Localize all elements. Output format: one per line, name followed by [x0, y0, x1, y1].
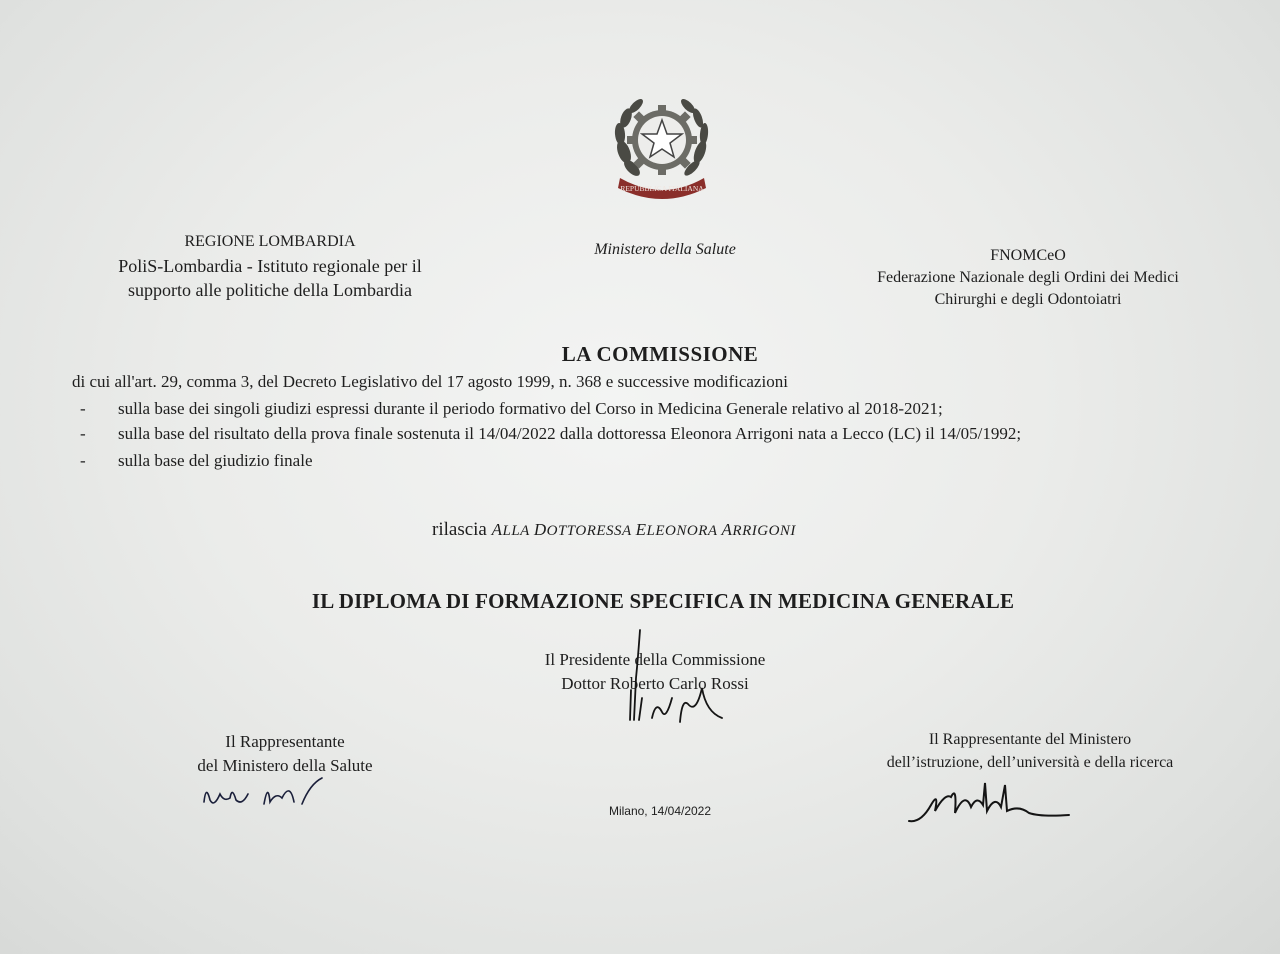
bullet-text: sulla base del giudizio finale: [118, 451, 313, 470]
rep-left-line2: del Ministero della Salute: [197, 756, 373, 775]
commission-intro: di cui all'art. 29, comma 3, del Decreto Legislativo del 17 agosto 1999, n. 368 e successive modificazioni: [72, 372, 788, 391]
recipient-name: ALLA DOTTORESSA ELEONORA ARRIGONI: [491, 520, 796, 539]
president-name: Dottor Roberto Carlo Rossi: [561, 674, 749, 693]
header-regione-lombardia: [70, 230, 470, 302]
bullet-dash: -: [80, 399, 86, 418]
ministry-health-signature-icon: [198, 772, 338, 812]
polis-lombardia-line2: supporto alle politiche della Lombardia: [128, 280, 412, 300]
commission-title: LA COMMISSIONE: [561, 342, 759, 366]
fnomceo-line2: Chirurghi e degli Odontoiatri: [934, 291, 1122, 308]
president-role: Il Presidente della Commissione: [544, 650, 766, 669]
bullet-dash: -: [80, 424, 86, 443]
regione-lombardia-title: REGIONE LOMBARDIA: [184, 233, 356, 250]
header-fnomceo: [840, 245, 1216, 311]
commission-bullet: [80, 424, 1021, 444]
svg-text:REPUBBLICA ITALIANA: REPUBBLICA ITALIANA: [620, 184, 704, 193]
commission-bullet: [80, 451, 313, 471]
ministry-health-representative: [130, 730, 440, 778]
polis-lombardia-line1: PoliS-Lombardia - Istituto regionale per il: [118, 256, 422, 276]
emblem-of-italy-icon: [610, 92, 714, 202]
header-ministero-salute: [560, 238, 770, 262]
commission-bullet: [80, 399, 943, 419]
issue-line: [432, 519, 796, 541]
ministry-education-representative: [820, 728, 1240, 774]
diploma-title: IL DIPLOMA DI FORMAZIONE SPECIFICA IN MEDICINA GENERALE: [311, 589, 1015, 613]
ministry-education-signature-icon: [905, 775, 1080, 830]
rep-right-line1: Il Rappresentante del Ministero: [928, 731, 1132, 748]
fnomceo-line1: Federazione Nazionale degli Ordini dei Medici: [877, 269, 1179, 286]
issue-verb: rilascia: [432, 519, 487, 540]
ministero-salute-title: Ministero della Salute: [594, 241, 736, 258]
rep-left-line1: Il Rappresentante: [225, 732, 345, 751]
president-signature-icon: [622, 628, 742, 728]
bullet-dash: -: [80, 451, 86, 470]
fnomceo-title: FNOMCeO: [990, 247, 1066, 264]
rep-right-line2: dell’istruzione, dell’università e della ricerca: [886, 754, 1174, 771]
bullet-text: sulla base del risultato della prova finale sostenuta il 14/04/2022 dalla dottoressa Eleonora Arrigoni nata a Lecco (LC) il 14/05/1992;: [118, 424, 1022, 443]
bullet-text: sulla base dei singoli giudizi espressi durante il periodo formativo del Corso in Medicina Generale relativo al 2018-2021;: [118, 399, 943, 418]
place-date: Milano, 14/04/2022: [608, 804, 712, 818]
